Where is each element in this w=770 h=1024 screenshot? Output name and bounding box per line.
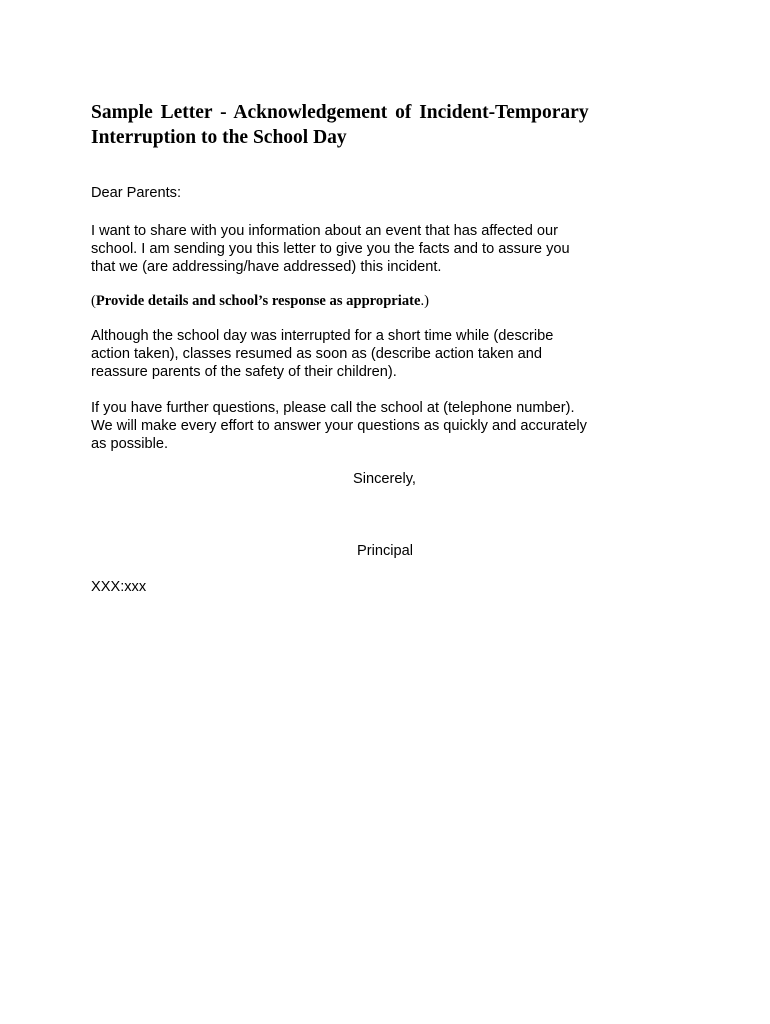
paragraph-line: school. I am sending you this letter to give you the facts and to assure you [91, 241, 570, 257]
paragraph-intro [91, 222, 570, 276]
paragraph-line: action taken), classes resumed as soon as (describe action taken and [91, 346, 543, 362]
paragraph-line: We will make every effort to answer your questions as quickly and accurately [91, 418, 587, 434]
paragraph-line: that we (are addressing/have addressed) this incident. [91, 259, 442, 275]
instruction-close-paren: .) [420, 293, 429, 309]
paragraph-interruption [91, 327, 553, 381]
reference-initials: XXX:xxx [91, 579, 147, 595]
paragraph-line: reassure parents of the safety of their children). [91, 364, 397, 380]
instruction-note [91, 292, 429, 310]
salutation: Dear Parents: [91, 185, 182, 201]
paragraph-line: as possible. [91, 436, 169, 452]
instruction-text: Provide details and school’s response as appropriate [95, 293, 421, 309]
paragraph-line: If you have further questions, please call the school at (telephone number). [91, 400, 575, 416]
title-line-2: Interruption to the School Day [91, 127, 347, 148]
instruction-open-paren: ( [91, 293, 96, 309]
letter-title [91, 100, 651, 150]
paragraph-line: Although the school day was interrupted for a short time while (describe [91, 328, 554, 344]
paragraph-contact [91, 399, 587, 453]
title-line-1: Sample Letter - Acknowledgement of Incident-Temporary [91, 102, 589, 123]
signer-title: Principal [357, 543, 413, 559]
closing: Sincerely, [353, 471, 416, 487]
paragraph-line: I want to share with you information about an event that has affected our [91, 223, 559, 239]
